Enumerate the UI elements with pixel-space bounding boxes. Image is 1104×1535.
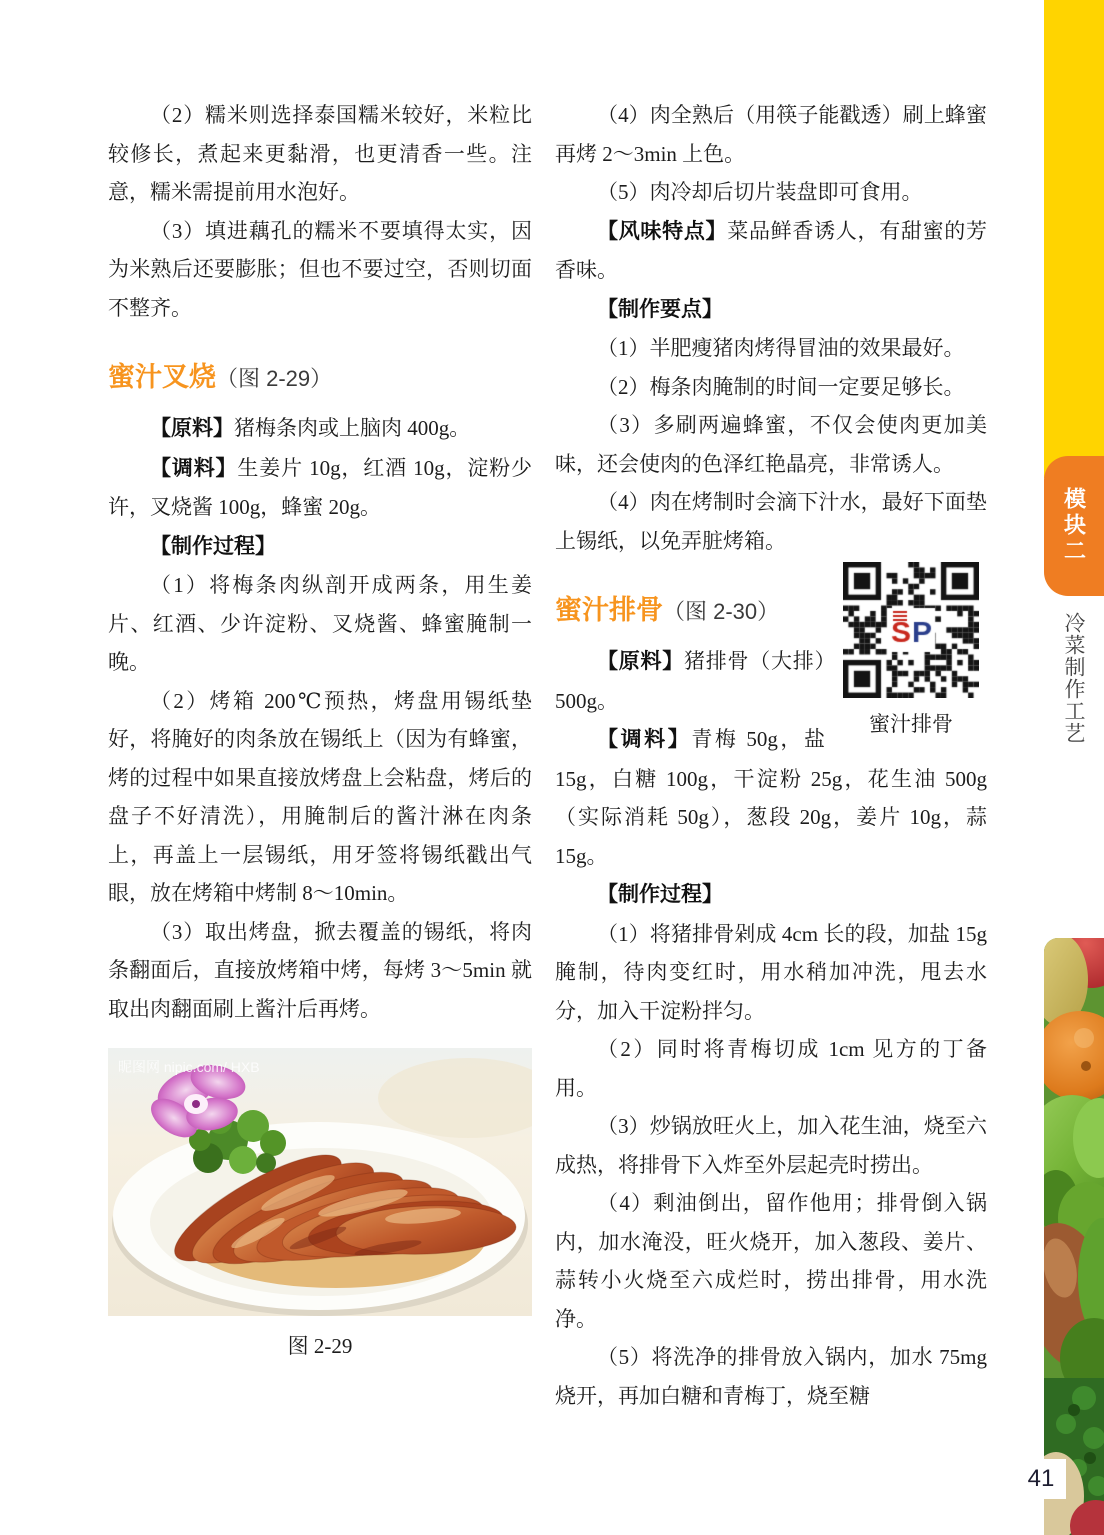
qr-code-block — [835, 562, 987, 738]
paragraph: （1）将猪排骨剁成 4cm 长的段，加盐 15g 腌制，待肉变红时，用水稍加冲洗，甩去水分，加入干淀粉拌匀。 — [555, 921, 987, 1023]
paragraph: （5）将洗净的排骨放入锅内，加水 75mg 烧开，再加白糖和青梅丁，烧至糖 — [555, 1345, 987, 1408]
paragraph: 【制作要点】 — [597, 297, 723, 321]
figure-caption: 图 2-29 — [287, 1334, 353, 1358]
photo-watermark: 昵图网 nipic.com/ HXB — [118, 1059, 260, 1075]
paragraph: （1）将梅条肉纵剖开成两条，用生姜片、红酒、少许淀粉、叉烧酱、蜂蜜腌制一晚。 — [108, 573, 532, 674]
paragraph: （3）多刷两遍蜂蜜，不仅会使肉更加美味，还会使肉的色泽红艳晶亮，非常诱人。 — [555, 413, 987, 476]
left-column — [108, 96, 532, 1360]
module-tab — [1044, 456, 1104, 596]
paragraph: 【调料】生姜片 10g，红酒 10g，淀粉少许，叉烧酱 100g，蜂蜜 20g。 — [108, 455, 533, 519]
paragraph: （4）肉全熟后（用筷子能戳透）刷上蜂蜜再烤 2～3min 上色。 — [555, 103, 987, 166]
paragraph: 【制作过程】 — [597, 883, 723, 906]
paragraph: 【调料】青梅 50g，盐 15g，白糖 100g，干淀粉 25g，花生油 500g（实际消耗 50g），葱段 20g，姜片 10g，蒜 15g。 — [555, 727, 987, 868]
recipe-title-mizhi-chashao: 蜜汁叉烧（图 2-29） — [108, 362, 333, 392]
paragraph: （5）肉冷却后切片装盘即可食用。 — [597, 180, 923, 204]
paragraph: （3）填进藕孔的糯米不要填得太实，因为米熟后还要膨胀；但也不要过空，否则切面不整齐。 — [108, 218, 532, 320]
section-vertical-label: 冷菜制作工艺 — [1062, 612, 1086, 744]
paragraph: 【原料】猪梅条肉或上脑肉 400g。 — [150, 416, 471, 440]
figure-2-29 — [108, 1048, 532, 1360]
vegetables-photo — [1044, 938, 1104, 1535]
paragraph: （3）炒锅放旺火上，加入花生油，烧至六成热，将排骨下入炸至外层起壳时捞出。 — [555, 1114, 987, 1177]
qr-code — [843, 562, 979, 698]
edge-yellow-stripe — [1044, 0, 1104, 478]
paragraph: （2）糯米则选择泰国糯米较好，米粒比较修长，煮起来更黏滑，也更清香一些。注意，糯米需提前用水泡好。 — [108, 103, 532, 204]
paragraph: （1）半肥瘦猪肉烤得冒油的效果最好。 — [597, 336, 965, 360]
paragraph: （4）剩油倒出，留作他用；排骨倒入锅内，加水淹没，旺火烧开，加入葱段、姜片、蒜转小火烧至六成烂时，捞出排骨，用水洗净。 — [555, 1191, 987, 1331]
paragraph: （2）同时将青梅切成 1cm 见方的丁备用。 — [555, 1037, 987, 1100]
paragraph: 【原料】猪排骨（大排）500g。 — [555, 649, 825, 713]
recipe-title-mizhi-paigu: 蜜汁排骨（图 2-30） — [555, 595, 780, 625]
paragraph: 【风味特点】菜品鲜香诱人，有甜蜜的芳香味。 — [555, 218, 988, 282]
module-tab-label: 模块二 — [1061, 487, 1087, 565]
paragraph: （4）肉在烤制时会滴下汁水，最好下面垫上锡纸，以免弄脏烤箱。 — [555, 490, 987, 553]
figure-reference: （图 2-29） — [216, 366, 333, 391]
page-number: 41 — [1016, 1459, 1066, 1499]
paragraph: （2）烤箱 200℃预热，烤盘用锡纸垫好，将腌好的肉条放在锡纸上（因为有蜂蜜，烤的过程中如果直接放烤盘上会粘盘，烤后的盘子不好清洗），用腌制后的酱汁淋在肉条上，再盖上一层锡纸，用牙签将锡纸戳出气眼，放在烤箱中烤制 8～10min。 — [108, 688, 532, 905]
paragraph: （3）取出烤盘，掀去覆盖的锡纸，将肉条翻面后，直接放烤箱中烤，每烤 3～5min 就取出肉翻面刷上酱汁后再烤。 — [108, 919, 532, 1021]
figure-reference: （图 2-30） — [663, 599, 780, 624]
paragraph: 【制作过程】 — [150, 534, 276, 558]
qr-caption: 蜜汁排骨 — [869, 712, 953, 736]
edge-photo-strip — [1044, 938, 1104, 1535]
dish-photo-char-siu — [108, 1048, 532, 1316]
paragraph: （2）梅条肉腌制的时间一定要足够长。 — [597, 374, 965, 399]
right-column — [555, 96, 987, 1415]
